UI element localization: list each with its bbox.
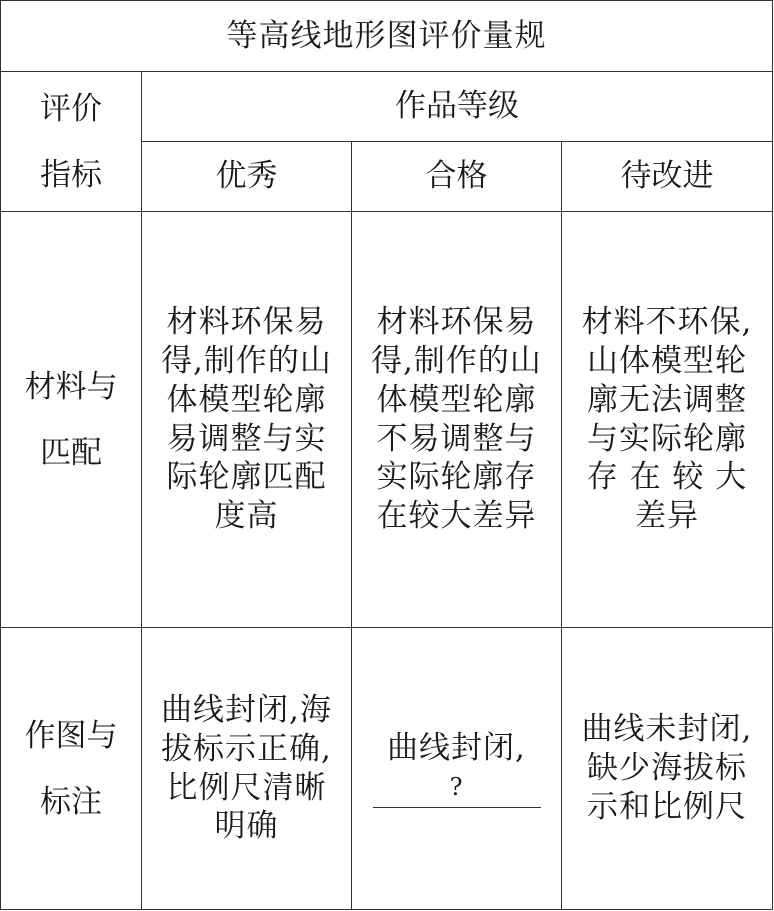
- materials-excellent-cell: [142, 212, 352, 628]
- cell-line: 得,制作的山: [161, 343, 332, 379]
- table-title: 等高线地形图评价量规: [1, 1, 773, 72]
- cell-line: 曲线封闭,: [387, 729, 526, 766]
- cell-line: 差异: [635, 498, 699, 534]
- cell-line: 明确: [214, 808, 279, 845]
- cell-line: 度高: [214, 498, 279, 534]
- cell-line: 际轮廓匹配: [166, 459, 327, 496]
- cell-line: 拔标示正确,: [161, 730, 332, 767]
- answer-blank: ?: [373, 767, 541, 808]
- drawing-excellent-cell: [142, 628, 352, 910]
- criteria-header-line: 评价: [40, 90, 102, 127]
- criterion-line: 标注: [40, 783, 102, 820]
- cell-line: 得,制作的山: [371, 343, 542, 379]
- cell-line: 与实际轮廓: [587, 420, 747, 457]
- cell-line: 在较大差异: [376, 498, 537, 534]
- cell-line: 存 在 较 大: [586, 459, 748, 496]
- cell-line: 曲线未封闭,: [581, 711, 753, 748]
- cell-line: 曲线封闭,海: [161, 692, 332, 728]
- cell-line: 比例尺清晰: [166, 769, 327, 806]
- cell-line: 体模型轮廓: [166, 381, 327, 418]
- criterion-line: 材料与: [24, 368, 118, 405]
- cell-line: 缺少海拔标: [587, 750, 747, 787]
- criterion-drawing: [1, 628, 142, 910]
- cell-line: 易调整与实: [166, 420, 327, 457]
- level-qualified: 合格: [352, 142, 562, 212]
- level-excellent: 优秀: [142, 142, 352, 212]
- drawing-improve-cell: [562, 628, 773, 910]
- cell-line: 实际轮廓存: [376, 459, 537, 496]
- cell-line: 体模型轮廓: [376, 381, 537, 418]
- level-improve: 待改进: [562, 142, 773, 212]
- cell-line: 不易调整与: [376, 420, 537, 457]
- cell-line: 材料不环保,: [581, 304, 753, 341]
- criteria-header-line: 指标: [40, 156, 102, 193]
- grade-header: 作品等级: [142, 72, 773, 142]
- cell-line: 材料环保易: [376, 304, 537, 341]
- criterion-line: 匹配: [40, 434, 102, 471]
- materials-improve-cell: [562, 212, 773, 628]
- cell-line: 廓无法调整: [587, 381, 747, 418]
- cell-line: 材料环保易: [166, 304, 327, 341]
- criterion-line: 作图与: [24, 717, 118, 754]
- criterion-materials: [1, 212, 142, 628]
- cell-line: 示和比例尺: [587, 788, 747, 825]
- materials-qualified-cell: [352, 212, 562, 628]
- cell-line: 山体模型轮: [587, 343, 747, 379]
- criteria-header: [1, 72, 142, 212]
- drawing-qualified-cell: [352, 628, 562, 910]
